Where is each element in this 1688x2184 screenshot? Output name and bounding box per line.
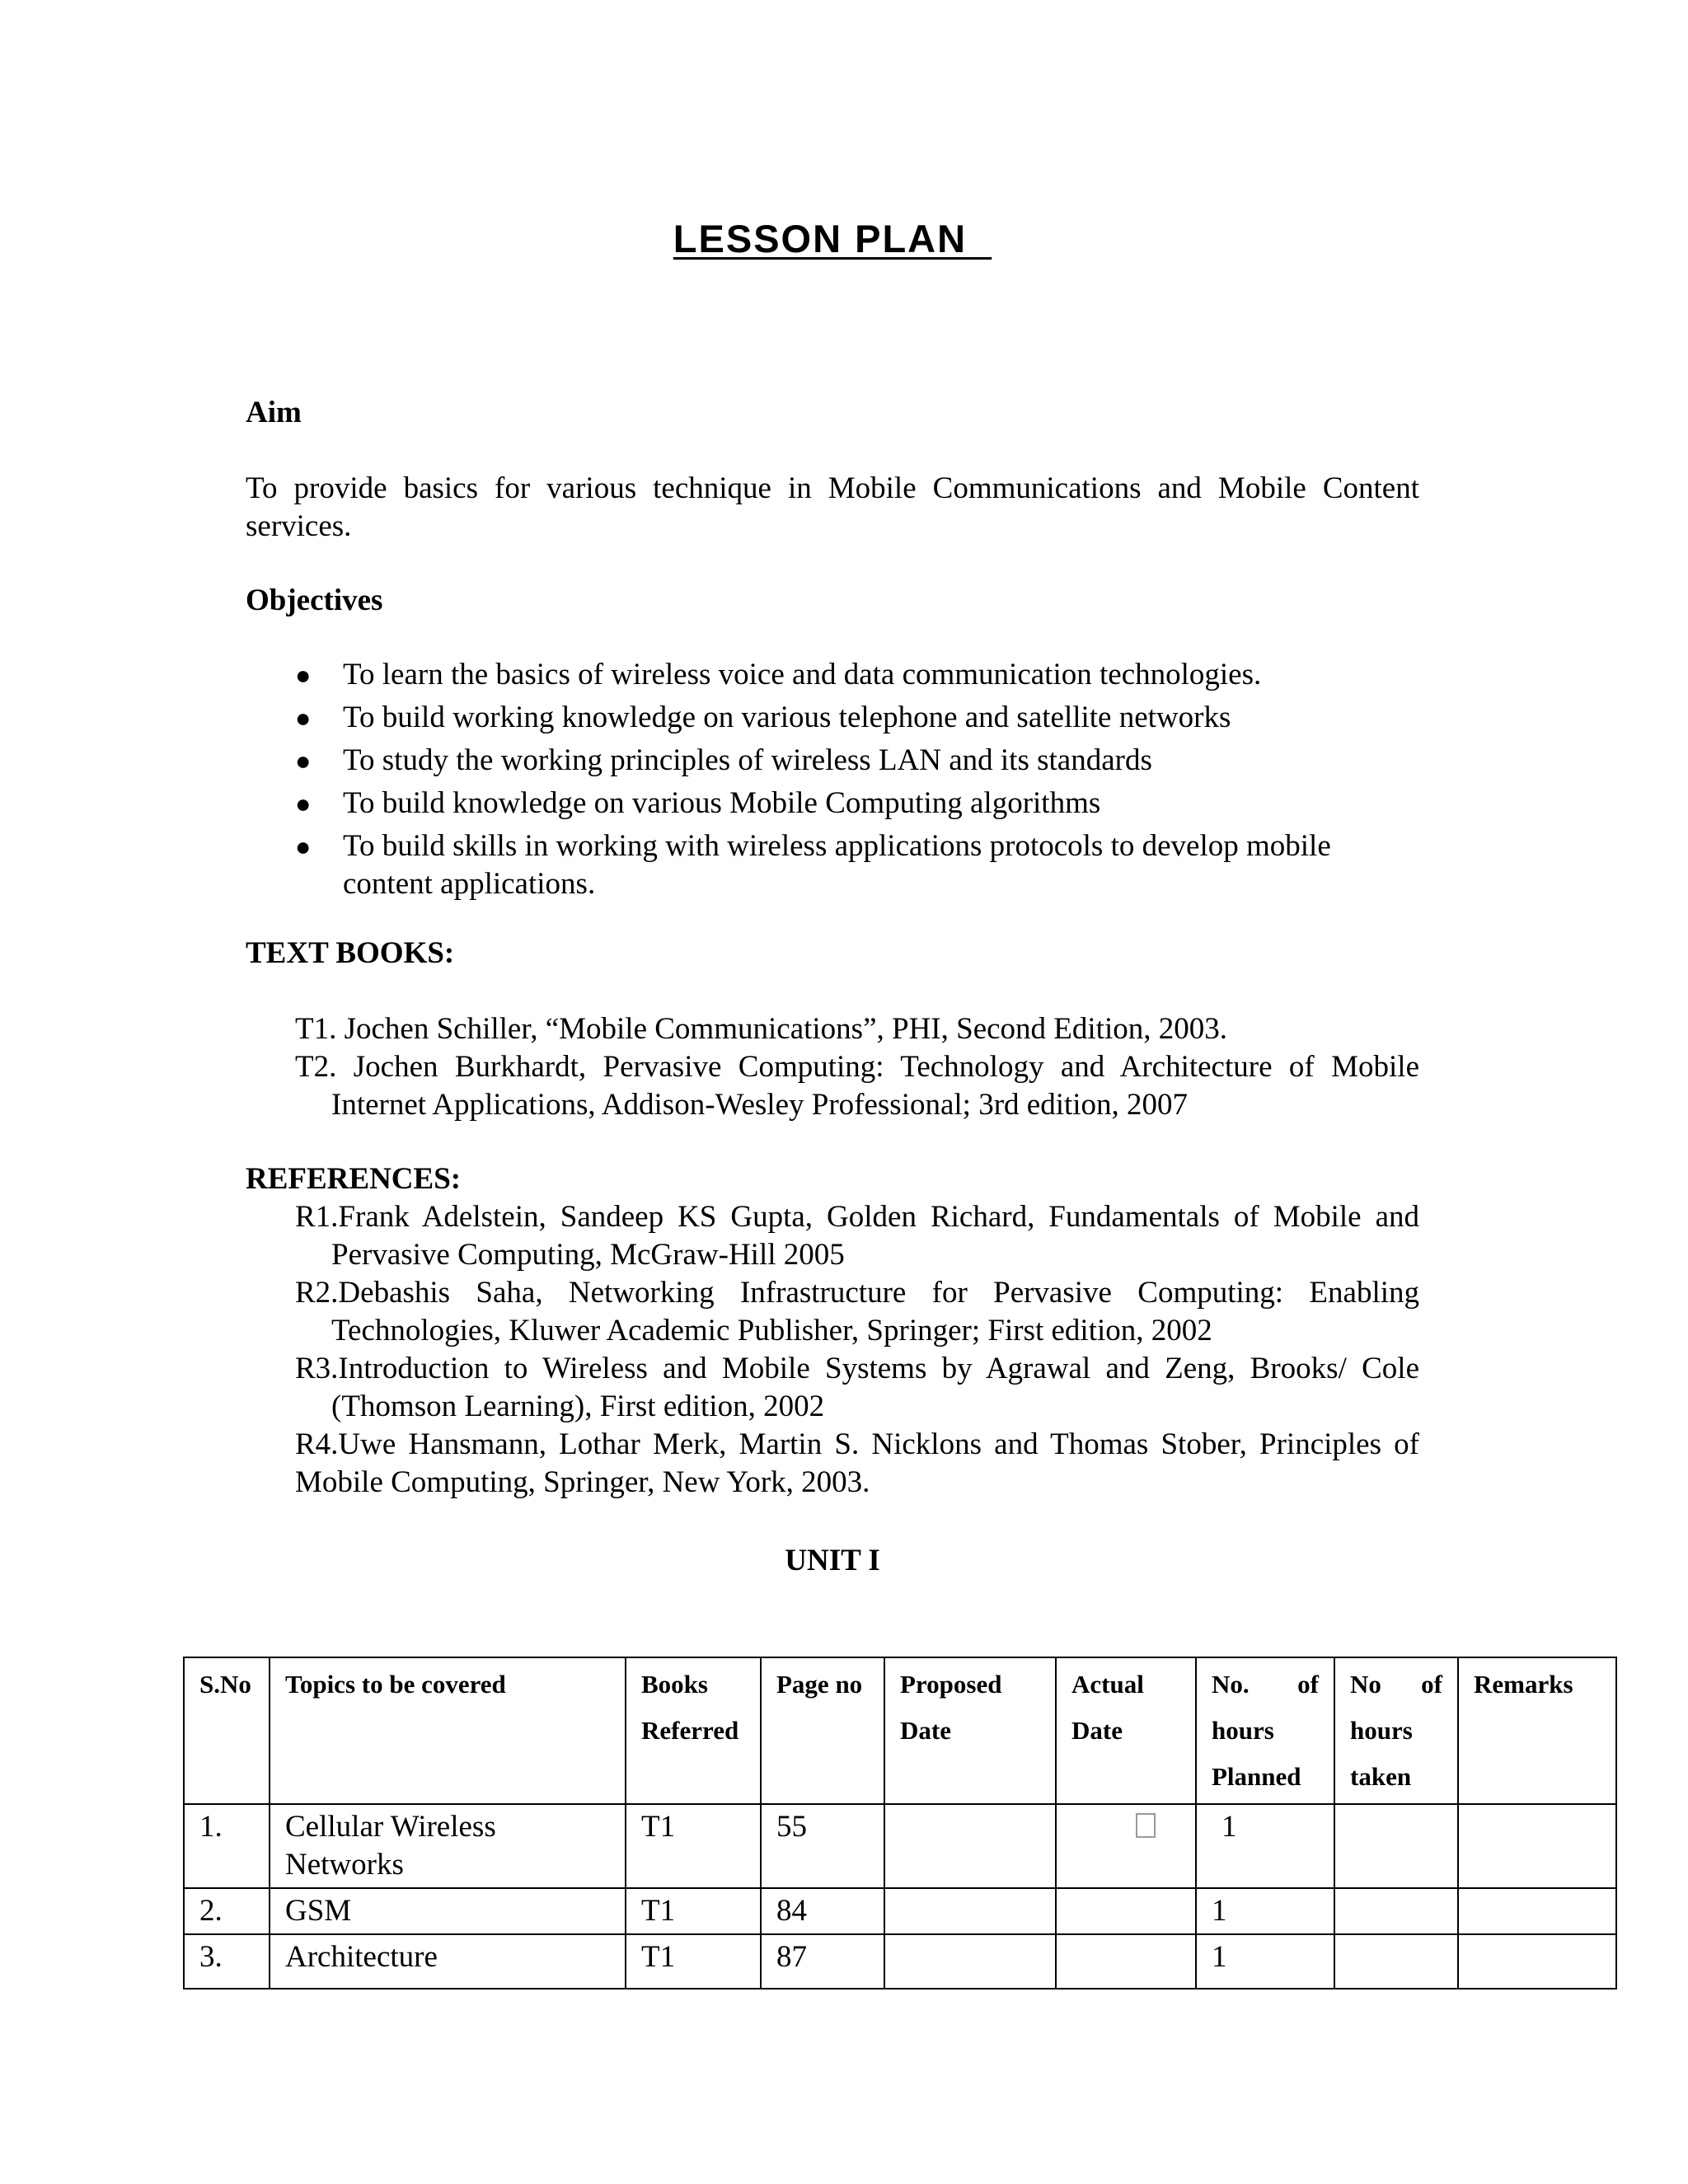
cell-book: T1: [626, 1804, 761, 1888]
cell-actual-date: [1056, 1804, 1196, 1888]
reference-item: R3.Introduction to Wireless and Mobile Systems by Agrawal and Zeng, Brooks/ Cole (Thomson Learning), First edition, 2002: [295, 1352, 1419, 1423]
objective-text: To build skills in working with wireless applications protocols to develop mobile content applications.: [343, 829, 1331, 901]
cell-hours-taken: [1334, 1888, 1458, 1934]
cell-page: 84: [761, 1888, 884, 1934]
header-taken-word2: of: [1421, 1670, 1442, 1699]
page-title: [0, 216, 1665, 261]
cell-hours-taken: [1334, 1804, 1458, 1888]
objective-item: [246, 742, 1419, 780]
header-remarks-text: Remarks: [1474, 1670, 1573, 1699]
objective-item: [246, 656, 1419, 694]
bullet-icon: ●: [295, 789, 312, 818]
cell-page: 87: [761, 1934, 884, 1989]
header-books-line1: Books: [641, 1670, 708, 1699]
aim-text: To provide basics for various technique in Mobile Communications and Mobile Content services.: [246, 471, 1419, 543]
header-page-text: Page no: [776, 1670, 863, 1699]
cell-actual-date: [1056, 1888, 1196, 1934]
header-taken-word1: No: [1350, 1670, 1381, 1699]
header-topics-text: Topics to be covered: [285, 1670, 506, 1699]
header-taken-line3: taken: [1350, 1762, 1412, 1791]
unit-title: UNIT I: [785, 1544, 880, 1577]
cell-topic: Architecture: [270, 1934, 626, 1989]
objective-item: [246, 785, 1419, 823]
reference-item: R2.Debashis Saha, Networking Infrastructure for Pervasive Computing: Enabling Technologies, Kluwer Academic Publisher, Springer; First edition, 2002: [295, 1276, 1419, 1347]
references-heading: REFERENCES:: [246, 1162, 462, 1196]
cell-hours-taken: [1334, 1934, 1458, 1989]
title-underline-trail: [967, 217, 992, 260]
bullet-icon: ●: [295, 832, 312, 861]
checkbox-glyph-icon: [1136, 1813, 1156, 1838]
cell-page: 55: [761, 1804, 884, 1888]
objectives-list: [246, 656, 1419, 903]
references-list: [246, 1198, 1419, 1502]
table-row: [184, 1804, 1616, 1888]
header-proposed-line1: Proposed: [900, 1670, 1002, 1699]
cell-hours-planned-text: 1: [1221, 1810, 1237, 1844]
cell-topic: GSM: [270, 1888, 626, 1934]
lesson-plan-table: [183, 1657, 1617, 1990]
cell-remarks: [1458, 1888, 1616, 1934]
bullet-icon: ●: [295, 746, 312, 776]
objective-item: [246, 827, 1419, 903]
header-taken-line2: hours: [1350, 1716, 1413, 1745]
header-actual-date: [1056, 1657, 1196, 1804]
reference-item: R1.Frank Adelstein, Sandeep KS Gupta, Golden Richard, Fundamentals of Mobile and Pervasive Computing, McGraw-Hill 2005: [295, 1200, 1419, 1272]
cell-book: T1: [626, 1934, 761, 1989]
aim-heading: Aim: [246, 396, 302, 429]
header-hours-planned: [1196, 1657, 1334, 1804]
text-books-heading: TEXT BOOKS:: [246, 936, 455, 970]
text-book-item: T1. Jochen Schiller, “Mobile Communications”, PHI, Second Edition, 2003.: [295, 1012, 1227, 1046]
objective-text: To build working knowledge on various telephone and satellite networks: [343, 701, 1231, 734]
header-planned-line3: Planned: [1212, 1762, 1301, 1791]
table-row: [184, 1888, 1616, 1934]
objective-text: To study the working principles of wireless LAN and its standards: [343, 743, 1152, 777]
header-proposed-date: [884, 1657, 1056, 1804]
header-planned-line2: hours: [1212, 1716, 1274, 1745]
cell-sno: 3.: [184, 1934, 270, 1989]
document-body: [246, 394, 1419, 1502]
reference-item: R4.Uwe Hansmann, Lothar Merk, Martin S. Nicklons and Thomas Stober, Principles of Mobile Computing, Springer, New York, 2003.: [295, 1427, 1419, 1499]
header-remarks: [1458, 1657, 1616, 1804]
header-proposed-line2: Date: [900, 1716, 951, 1745]
header-planned-word1: No.: [1212, 1670, 1250, 1699]
table-row: [184, 1934, 1616, 1989]
cell-topic: Cellular Wireless Networks: [270, 1804, 626, 1888]
header-taken-line1: [1350, 1661, 1442, 1708]
text-books-list: [246, 1010, 1419, 1124]
objective-text: To learn the basics of wireless voice and data communication technologies.: [343, 658, 1262, 691]
header-planned-line1: [1212, 1661, 1319, 1708]
header-sno-text: S.No: [199, 1670, 251, 1699]
header-actual-line1: Actual: [1071, 1670, 1144, 1699]
header-planned-word2: of: [1297, 1670, 1319, 1699]
cell-proposed-date: [884, 1888, 1056, 1934]
header-actual-line2: Date: [1071, 1716, 1123, 1745]
bullet-icon: ●: [295, 703, 312, 733]
page-title-text: LESSON PLAN: [673, 217, 968, 260]
cell-sno: 1.: [184, 1804, 270, 1888]
cell-sno: 2.: [184, 1888, 270, 1934]
objective-item: [246, 699, 1419, 737]
objective-text: To build knowledge on various Mobile Computing algorithms: [343, 786, 1101, 820]
cell-hours-planned: 1: [1196, 1934, 1334, 1989]
bullet-icon: ●: [295, 660, 312, 690]
header-books: [626, 1657, 761, 1804]
cell-hours-planned: 1: [1196, 1888, 1334, 1934]
cell-proposed-date: [884, 1804, 1056, 1888]
objectives-heading: Objectives: [246, 583, 383, 617]
header-sno: [184, 1657, 270, 1804]
cell-actual-date: [1056, 1934, 1196, 1989]
header-hours-taken: [1334, 1657, 1458, 1804]
cell-remarks: [1458, 1934, 1616, 1989]
header-topics: [270, 1657, 626, 1804]
text-book-item: T2. Jochen Burkhardt, Pervasive Computing: Technology and Architecture of Mobile Internet Applications, Addison-Wesley Professional; 3rd edition, 2007: [295, 1050, 1419, 1122]
cell-remarks: [1458, 1804, 1616, 1888]
cell-book: T1: [626, 1888, 761, 1934]
cell-hours-planned: [1196, 1804, 1334, 1888]
cell-proposed-date: [884, 1934, 1056, 1989]
header-page: [761, 1657, 884, 1804]
header-books-line2: Referred: [641, 1716, 739, 1745]
table-header-row: [184, 1657, 1616, 1804]
